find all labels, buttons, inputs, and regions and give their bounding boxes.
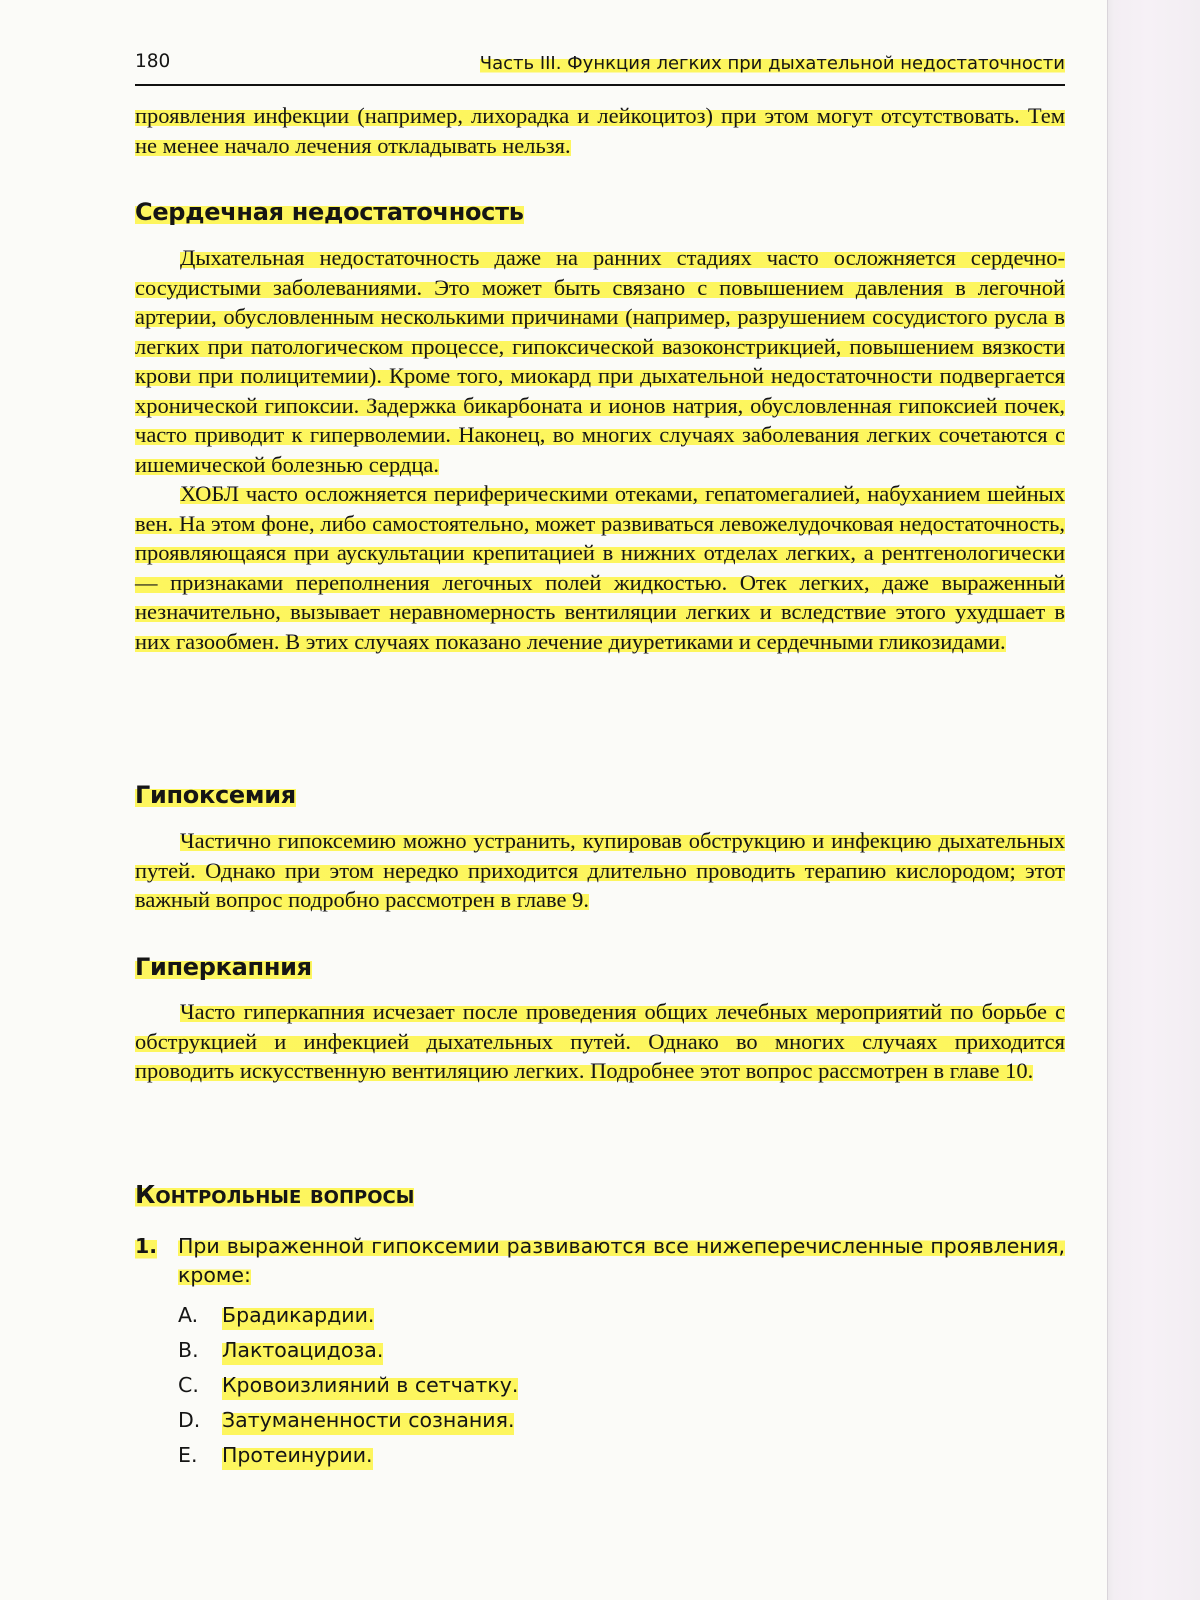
- option-letter: A.: [178, 1303, 199, 1327]
- book-page: [135, 0, 1065, 1600]
- option-letter: B.: [178, 1338, 199, 1362]
- heading-heart-failure: Сердечная недостаточность: [135, 198, 524, 226]
- paragraph: Часто гиперкапния исчезает после проведения общих лечебных мероприятий по борьбе с обструкцией и инфекцией дыхательных путей. Однако во многих случаях приходится проводить искусственную вентиляцию легких. Подробнее этот вопрос рассмотрен в главе 10.: [135, 999, 1065, 1083]
- option-text: Брадикардии.: [222, 1298, 374, 1333]
- page-edge: [1107, 0, 1200, 1600]
- heading-hypercapnia: Гиперкапния: [135, 953, 312, 981]
- paragraph: Дыхательная недостаточность даже на ранних стадиях часто осложняется сердечно-сосудистыми заболеваниями. Это может быть связано с повышением давления в легочной артерии, обусловленным несколькими причинами (например, разрушением сосудистого русла в легких при патологическом процессе, гипоксической вазоконстрикцией, повышением вязкости крови при полицитемии). Кроме того, миокард при дыхательной недостаточности подвергается хронической гипоксии. Задержка бикарбоната и ионов натрия, обусловленная гипоксией почек, часто приводит к гиперволемии. Наконец, во многих случаях заболевания легких сочетаются с ишемической болезнью сердца.: [135, 245, 1065, 477]
- option-text: Кровоизлияний в сетчатку.: [222, 1368, 518, 1403]
- question-text: При выраженной гипоксемии развиваются все нижеперечисленные проявления, кроме:: [178, 1234, 1065, 1287]
- header-title: Часть III. Функция легких при дыхательной недостаточности: [479, 53, 1065, 74]
- answer-option-c: [178, 1368, 1065, 1403]
- answer-option-e: [178, 1438, 1065, 1473]
- option-letter: D.: [178, 1408, 201, 1432]
- heart-failure-block: [135, 243, 1065, 656]
- answer-option-b: [178, 1333, 1065, 1368]
- heading-review-questions: Контрольные вопросы: [135, 1180, 415, 1209]
- page-number: 180: [135, 51, 171, 72]
- intro-block: [135, 101, 1065, 160]
- option-text: Лактоацидоза.: [222, 1333, 383, 1368]
- heading-hypoxemia: Гипоксемия: [135, 781, 296, 809]
- hypoxemia-block: [135, 826, 1065, 915]
- intro-paragraph: проявления инфекции (например, лихорадка и лейкоцитоз) при этом могут отсутствовать. Тем не менее начало лечения откладывать нельзя.: [135, 103, 1065, 158]
- option-text: Протеинурии.: [222, 1438, 373, 1473]
- answer-option-d: [178, 1403, 1065, 1438]
- paragraph: ХОБЛ часто осложняется периферическими отеками, гепатомегалией, набуханием шейных вен. На этом фоне, либо самостоятельно, может развиваться левожелудочковая недостаточность, проявляющаяся при аускультации крепитацией в нижних отделах легких, а рентгенологически — признаками переполнения легочных полей жидкостью. Отек легких, даже выраженный незначительно, вызывает неравномерность вентиляции легких и вследствие этого ухудшает в них газообмен. В этих случаях показано лечение диуретиками и сердечными гликозидами.: [135, 481, 1065, 654]
- question-number: 1.: [135, 1232, 157, 1261]
- running-header: [135, 48, 1065, 86]
- answer-option-a: [178, 1298, 1065, 1333]
- option-letter: E.: [178, 1443, 198, 1467]
- answer-options: [178, 1298, 1065, 1473]
- option-letter: C.: [178, 1373, 199, 1397]
- option-text: Затуманенности сознания.: [222, 1403, 514, 1438]
- paragraph: Частично гипоксемию можно устранить, купировав обструкцию и инфекцию дыхательных путей. Однако при этом нередко приходится длительно проводить терапию кислородом; этот важный вопрос подробно рассмотрен в главе 9.: [135, 828, 1065, 912]
- question-1: [135, 1232, 1065, 1473]
- hypercapnia-block: [135, 997, 1065, 1086]
